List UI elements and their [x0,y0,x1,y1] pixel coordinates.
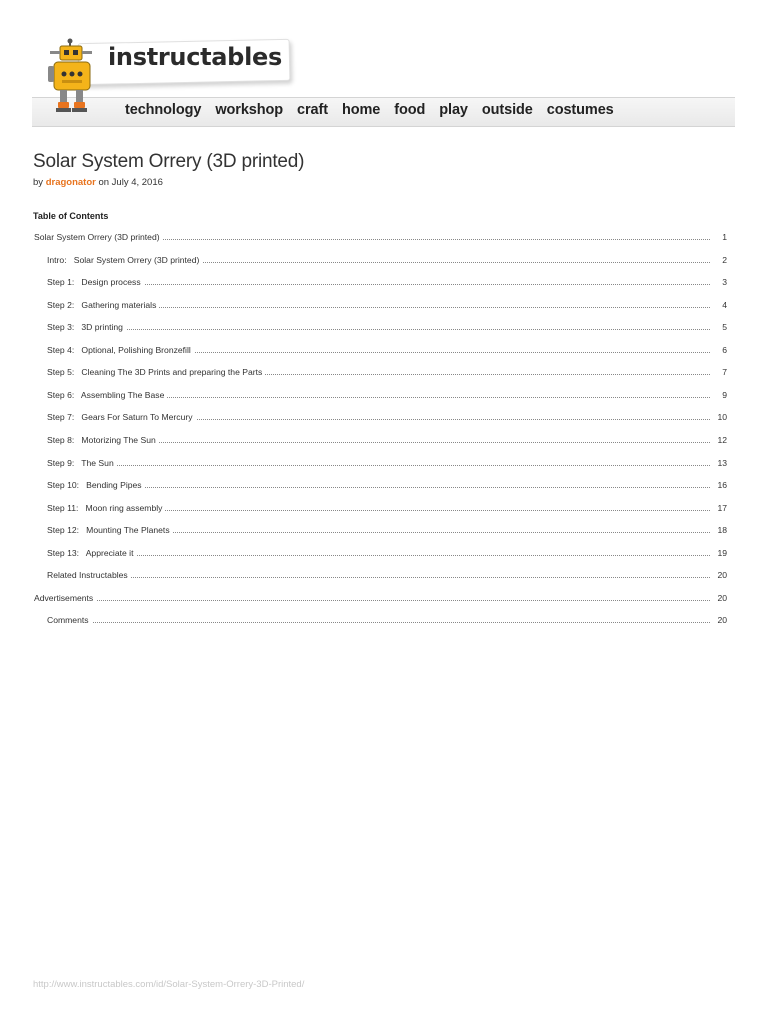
toc-entry[interactable] [0,232,768,246]
toc-entry-page: 7 [719,367,727,377]
nav-item-food[interactable]: food [394,102,426,118]
toc-entry[interactable] [0,480,768,494]
toc-leader-dots [47,555,710,556]
toc-leader-dots [47,487,710,488]
toc-entry[interactable] [0,435,768,449]
toc-entry-page: 13 [714,458,727,468]
toc-entry[interactable] [0,615,768,629]
toc-entry-label: Step 11: Moon ring assembly [47,503,165,513]
toc-entry-label: Step 13: Appreciate it [47,548,136,558]
nav-item-outside[interactable]: outside [481,102,533,118]
toc-entry-label: Comments [47,615,92,625]
toc-entry[interactable] [0,322,768,336]
toc-entry-page: 16 [714,480,727,490]
publish-date: on July 4, 2016 [98,177,163,188]
toc-entry-label: Step 8: Motorizing The Sun [47,435,159,445]
toc-leader-dots [47,284,710,285]
category-nav [125,99,628,121]
toc-entry-page: 17 [714,503,727,513]
byline-prefix: by [33,177,44,188]
byline [33,177,163,188]
toc-entry-label: Step 2: Gathering materials [47,300,159,310]
nav-item-craft[interactable]: craft [297,102,328,118]
site-header [0,0,768,130]
toc-entry-label: Step 9: The Sun [47,458,117,468]
robot-mascot-icon[interactable] [46,36,110,120]
toc-entry-label: Related Instructables [47,570,131,580]
toc-entry-label: Step 5: Cleaning The 3D Prints and preparing the Parts [47,367,265,377]
toc-entry-label: Step 6: Assembling The Base [47,390,167,400]
toc-entry-label: Step 1: Design process [47,277,144,287]
nav-item-costumes[interactable]: costumes [546,102,614,118]
toc-entry[interactable] [0,548,768,562]
toc-entry-page: 9 [719,390,727,400]
toc-entry-label: Step 4: Optional, Polishing Bronzefill [47,345,194,355]
nav-item-workshop[interactable]: workshop [215,102,284,118]
nav-item-home[interactable]: home [341,102,381,118]
toc-entry[interactable] [0,525,768,539]
toc-entry-label: Step 3: 3D printing [47,322,126,332]
toc-entry[interactable] [0,503,768,517]
toc-entry[interactable] [0,255,768,269]
toc-entry-page: 18 [714,525,727,535]
toc-entry[interactable] [0,277,768,291]
toc-entry-label: Step 12: Mounting The Planets [47,525,173,535]
toc-entry[interactable] [0,458,768,472]
toc-entry-label: Solar System Orrery (3D printed) [34,232,163,242]
toc-heading: Table of Contents [33,211,109,221]
toc-entry-page: 2 [719,255,727,265]
toc-entry-page: 12 [714,435,727,445]
toc-entry[interactable] [0,300,768,314]
toc-entry-page: 20 [714,570,727,580]
toc-entry-page: 4 [719,300,727,310]
toc-entry-page: 1 [719,232,727,242]
toc-entry-label: Step 10: Bending Pipes [47,480,145,490]
toc-entry[interactable] [0,345,768,359]
toc-entry[interactable] [0,390,768,404]
footer-url-link[interactable]: http://www.instructables.com/id/Solar-System-Orrery-3D-Printed/ [33,979,305,990]
toc-leader-dots [47,622,710,623]
toc-entry-label: Step 7: Gears For Saturn To Mercury [47,412,196,422]
toc-leader-dots [47,329,710,330]
toc-leader-dots [47,577,710,578]
toc-leader-dots [34,600,710,601]
nav-item-technology[interactable]: technology [125,102,202,118]
toc-entry-page: 20 [714,615,727,625]
toc-entry-page: 19 [714,548,727,558]
toc-entry[interactable] [0,570,768,584]
toc-leader-dots [47,465,710,466]
author-link[interactable]: dragonator [45,177,96,188]
toc-entry[interactable] [0,593,768,607]
toc-entry-page: 20 [714,593,727,603]
document-title: Solar System Orrery (3D printed) [33,151,305,172]
toc-entry[interactable] [0,412,768,426]
toc-entry-page: 10 [714,412,727,422]
toc-entry-page: 5 [719,322,727,332]
toc-entry-label: Advertisements [34,593,96,603]
site-logo-text[interactable]: instructables [108,43,282,71]
toc-entry-page: 3 [719,277,727,287]
toc-entry-label: Intro: Solar System Orrery (3D printed) [47,255,202,265]
nav-item-play[interactable]: play [439,102,468,118]
toc-entry[interactable] [0,367,768,381]
toc-entry-page: 6 [719,345,727,355]
